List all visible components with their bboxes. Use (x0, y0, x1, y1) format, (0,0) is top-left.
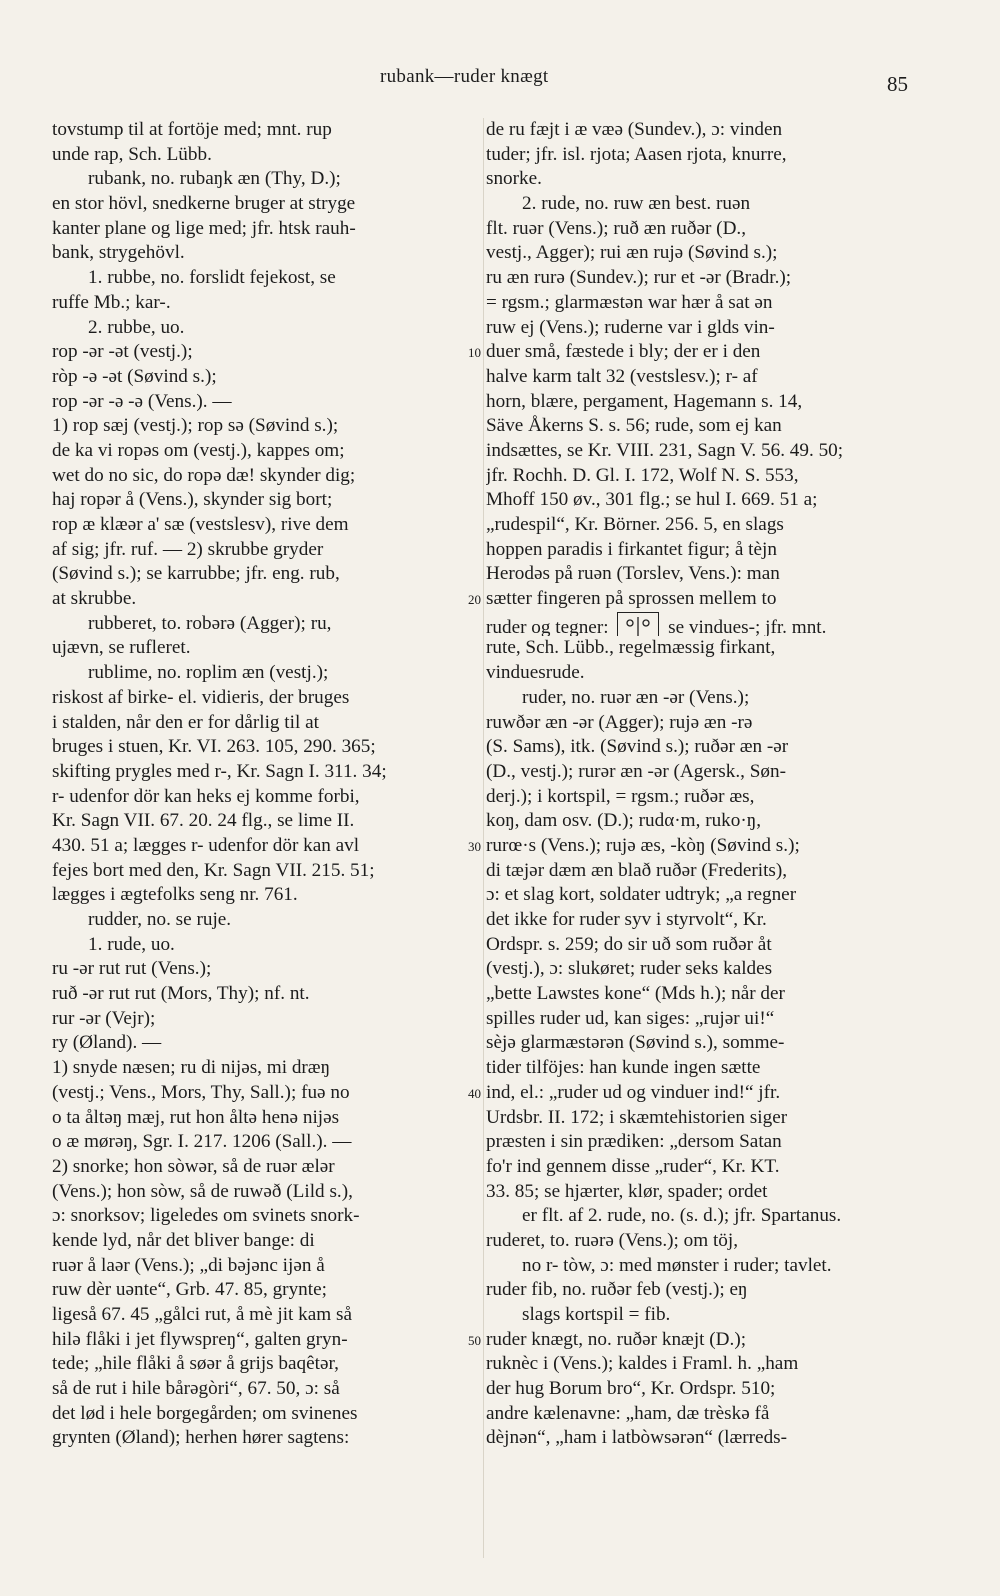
text-line: det ikke for ruder syv i styrvolt“, Kr. (486, 909, 767, 930)
running-head: rubank—ruder knægt (380, 66, 549, 87)
text-line: ruwðər æn -ər (Agger); rujə æn -rə (486, 711, 753, 733)
text-line: skifting prygles med r-, Kr. Sagn I. 311. 34; (52, 760, 387, 782)
text-line: o ta åltəŋ mæj, rut hon åltə henə nijəs (52, 1106, 340, 1128)
text-line: dèjnən“, „ham i latbòwsərən“ (lærreds- (486, 1427, 788, 1449)
text-line: ɔ: snorksov; ligeledes om svinets snork- (52, 1205, 360, 1227)
text-line: rubberet, to. robərə (Agger); ru, (88, 612, 332, 634)
line-number: 50 (468, 1333, 481, 1349)
column-divider (483, 118, 484, 1558)
text-line: rur -ər (Vejr); (52, 1007, 156, 1029)
text-line: „bette Lawstes kone“ (Mds h.); når der (486, 983, 785, 1005)
text-line: ruər å laər (Vens.); „di bəjənc ijən å (52, 1254, 325, 1276)
text-line: 1. rubbe, no. forslidt fejekost, se (88, 267, 336, 289)
text-line: ruknèc i (Vens.); kaldes i Framl. h. „ham (486, 1353, 799, 1375)
text-line: rudder, no. se ruje. (88, 909, 232, 930)
text-line: wet do no sic, do ropə dæ! skynder dig; (52, 464, 356, 486)
text-line: indsættes, se Kr. VIII. 231, Sagn V. 56. 49. 50; (486, 439, 844, 461)
line-number: 30 (468, 839, 481, 855)
text-line: ujævn, se rufleret. (52, 637, 191, 659)
text-line: der hug Borum bro“, Kr. Ordspr. 510; (486, 1378, 776, 1400)
text-line: lægges i ægtefolks seng nr. 761. (52, 884, 298, 906)
line-number: 20 (468, 592, 481, 608)
text-line: sèjə glarmæstərən (Søvind s.), somme- (486, 1032, 785, 1054)
text-line: ruw ej (Vens.); ruderne var i glds vin- (486, 316, 775, 338)
text-line: ind, el.: „ruder ud og vinduer ind!“ jfr. (486, 1081, 781, 1103)
text-line: de ru fæjt i æ væə (Sundev.), ɔ: vinden (486, 119, 783, 140)
text-line: så de rut i hile bårəgòri“, 67. 50, ɔ: så (52, 1378, 340, 1400)
text-line: ry (Øland). — (52, 1032, 162, 1054)
text-line: tede; „hile flåki å søər å grijs baqêtər, (52, 1353, 339, 1375)
text-line: ru æn rurə (Sundev.); rur et -ər (Bradr.); (486, 267, 792, 289)
text-line: snorke. (486, 168, 542, 190)
text-line: unde rap, Sch. Lübb. (52, 143, 212, 165)
text-line: = rgsm.; glarmæstən war hær å sat ən (486, 291, 773, 313)
text-line: Säve Åkerns S. s. 56; rude, som ej kan (486, 415, 782, 437)
text-line: 2) snorke; hon sòwər, så de ruər ælər (52, 1155, 335, 1177)
text-line: r- udenfor dör kan heks ej komme forbi, (52, 785, 360, 807)
text-line: flt. ruər (Vens.); ruð æn ruðər (D., (486, 217, 747, 239)
text-line: koŋ, dam osv. (D.); rudα·m, ruko·ŋ, (486, 810, 762, 832)
line-number: 40 (468, 1086, 481, 1102)
text-line: er flt. af 2. rude, no. (s. d.); jfr. Spartanus. (522, 1205, 842, 1227)
text-line: 1. rude, uo. (88, 933, 175, 955)
text-line: ruder og tegner: se vindues-; jfr. mnt. (486, 612, 922, 637)
text-line: hilə flåki i jet flywspreŋ“, galten gryn- (52, 1328, 348, 1350)
right-column (486, 118, 922, 1451)
text-line: i stalden, når den er for dårlig til at (52, 711, 319, 733)
text-line: 2. rude, no. ruw æn best. ruən (522, 193, 751, 215)
page-number: 85 (887, 72, 908, 96)
text-line: haj ropər å (Vens.), skynder sig bort; (52, 489, 333, 511)
text-line: 430. 51 a; lægges r- udenfor dör kan avl (52, 834, 360, 856)
text-line: præsten i sin prædiken: „dersom Satan (486, 1131, 782, 1153)
text-line: no r- tòw, ɔ: med mønster i ruder; tavlet. (522, 1254, 832, 1276)
text-line: 1) rop sæj (vestj.); rop sə (Søvind s.); (52, 415, 339, 437)
text-line: ruw dèr uənte“, Grb. 47. 85, grynte; (52, 1279, 327, 1301)
text-line: „rudespil“, Kr. Börner. 256. 5, en slags (486, 514, 784, 535)
text-line: bank, strygehövl. (52, 242, 185, 264)
page-header (0, 62, 1000, 96)
text-line: grynten (Øland); herhen hører sagtens: (52, 1427, 350, 1449)
text-line: halve karm talt 32 (vestslesv.); r- af (486, 365, 758, 387)
text-line: fejes bort med den, Kr. Sagn VII. 215. 51; (52, 859, 375, 881)
text-line: ruderet, to. ruərə (Vens.); om töj, (486, 1229, 739, 1251)
text-line: ruffe Mb.; kar-. (52, 291, 171, 313)
text-line: di tæjər dæm æn blað ruðər (Frederits), (486, 859, 788, 881)
text-line: ruð -ər rut rut (Mors, Thy); nf. nt. (52, 983, 310, 1005)
text-line: o æ mørəŋ, Sgr. I. 217. 1206 (Sall.). — (52, 1131, 352, 1153)
text-line: jfr. Rochh. D. Gl. I. 172, Wolf N. S. 553, (486, 464, 799, 486)
text-line: ɔ: et slag kort, soldater udtryk; „a regner (486, 884, 797, 906)
text-line: (vestj.; Vens., Mors, Thy, Sall.); fuə no (52, 1081, 350, 1103)
text-line: ru -ər rut rut (Vens.); (52, 958, 212, 980)
text-line: (S. Sams), itk. (Søvind s.); ruðər æn -ər (486, 736, 789, 758)
text-line: vinduesrude. (486, 662, 585, 684)
text-line: (Søvind s.); se karrubbe; jfr. eng. rub, (52, 563, 340, 585)
text-line: tider tilföjes: han kunde ingen sætte (486, 1057, 761, 1079)
text-line: det lød i hele borgegården; om svinenes (52, 1402, 358, 1424)
text-line: rubank, no. rubaŋk æn (Thy, D.); (88, 168, 341, 190)
window-pane-figure (617, 612, 659, 637)
text-line: rute, Sch. Lübb., regelmæssig firkant, (486, 637, 776, 659)
text-line: tuder; jfr. isl. rjota; Aasen rjota, knurre, (486, 143, 787, 165)
text-line: ròp -ə -ət (Søvind s.); (52, 365, 217, 387)
text-line: en stor hövl, snedkerne bruger at stryge (52, 193, 356, 215)
text-line: 33. 85; se hjærter, klør, spader; ordet (486, 1180, 768, 1202)
text-line: (D., vestj.); rurər æn -ər (Agersk., Søn- (486, 760, 786, 782)
text-line: Herodəs på ruən (Torslev, Vens.): man (486, 563, 780, 585)
text-line: (Vens.); hon sòw, så de ruwəð (Lild s.), (52, 1180, 353, 1202)
text-line: Urdsbr. II. 172; i skæmtehistorien siger (486, 1106, 788, 1128)
text-line: de ka vi ropəs om (vestj.), kappes om; (52, 439, 345, 461)
text-line: Kr. Sagn VII. 67. 20. 24 flg., se lime II. (52, 810, 355, 832)
text-line: ruder, no. ruər æn -ər (Vens.); (522, 686, 750, 708)
text-line: derj.); i kortspil, = rgsm.; ruðər æs, (486, 785, 755, 807)
text-line: Mhoff 150 øv., 301 flg.; se hul I. 669. 51 a; (486, 489, 818, 511)
text-line: duer små, fæstede i bly; der er i den (486, 341, 761, 363)
text-line: at skrubbe. (52, 588, 137, 610)
text-line: vestj., Agger); rui æn rujə (Søvind s.); (486, 242, 778, 264)
text-line: rurœ·s (Vens.); rujə æs, -kòŋ (Søvind s.); (486, 834, 800, 856)
text-line: hoppen paradis i firkantet figur; å tèjn (486, 538, 777, 560)
text-line: rop -ər -ət (vestj.); (52, 341, 193, 363)
text-line: slags kortspil = fib. (522, 1304, 671, 1325)
text-line: andre kælenavne: „ham, dæ trèskə få (486, 1402, 770, 1424)
text-line: fo'r ind gennem disse „ruder“, Kr. KT. (486, 1155, 780, 1177)
text-line: af sig; jfr. ruf. — 2) skrubbe gryder (52, 538, 324, 560)
line-number: 10 (468, 345, 481, 361)
text-line: tovstump til at fortöje med; mnt. rup (52, 119, 332, 140)
text-line: ruder fib, no. ruðər feb (vestj.); eŋ (486, 1279, 748, 1301)
text-line: sætter fingeren på sprossen mellem to (486, 588, 777, 610)
text-line: riskost af birke- el. vidieris, der bruges (52, 686, 350, 708)
text-line: 1) snyde næsen; ru di nijəs, mi dræŋ (52, 1057, 331, 1079)
text-line: spilles ruder ud, kan siges: „rujər ui!“ (486, 1007, 775, 1029)
text-line: ruder knægt, no. ruðər knæjt (D.); (486, 1328, 747, 1350)
text-line: rop -ər -ə -ə (Vens.). — (52, 390, 232, 412)
text-line: bruges i stuen, Kr. VI. 263. 105, 290. 365; (52, 736, 376, 758)
text-line: kanter plane og lige med; jfr. htsk rauh- (52, 217, 356, 239)
text-line: ligeså 67. 45 „gålci rut, å mè jit kam så (52, 1304, 352, 1325)
text-line: rublime, no. roplim æn (vestj.); (88, 662, 329, 684)
text-line: Ordspr. s. 259; do sir uð som ruðər åt (486, 933, 772, 955)
text-line: horn, blære, pergament, Hagemann s. 14, (486, 390, 803, 412)
text-line: (vestj.), ɔ: slukøret; ruder seks kaldes (486, 958, 773, 980)
left-column (52, 118, 472, 1451)
text-line: rop æ klæər a' sæ (vestslesv), rive dem (52, 514, 349, 535)
text-line: kende lyd, når det bliver bange: di (52, 1229, 315, 1251)
text-line: 2. rubbe, uo. (88, 316, 185, 338)
